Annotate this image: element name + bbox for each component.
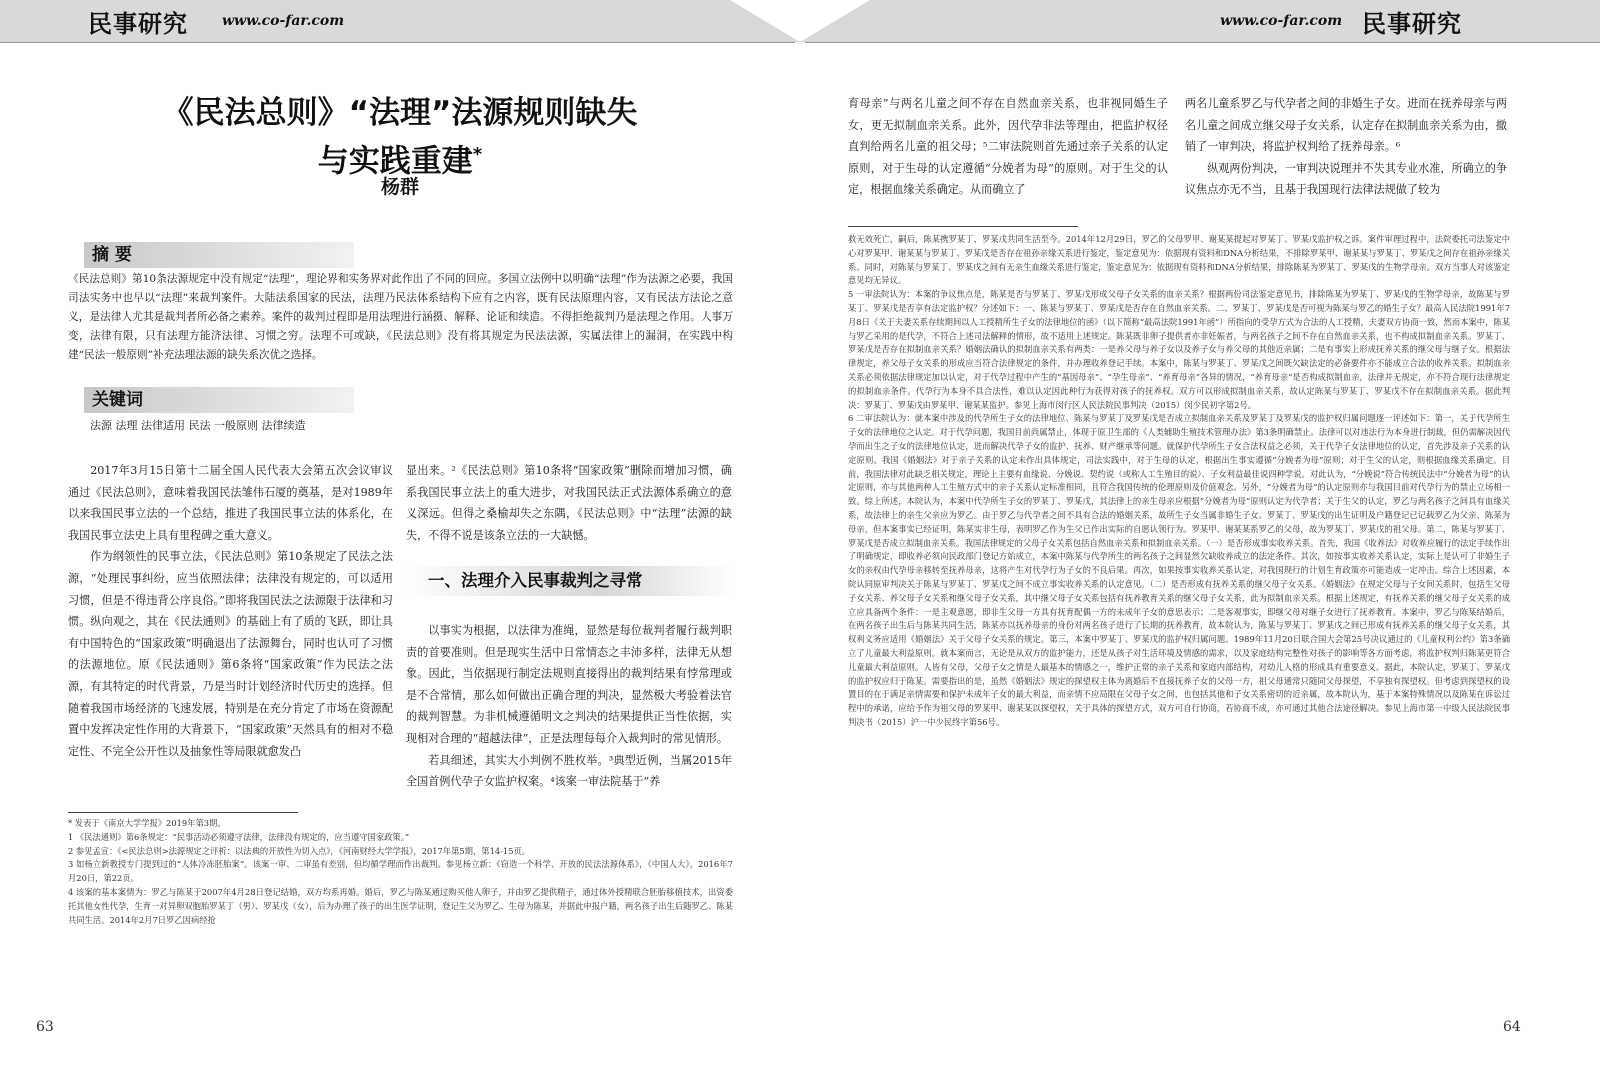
footnote: 3 如杨立新教授专门提到过的“人体冷冻胚胎案”。该案一审、二审虽有差别，但均循学理而作出裁判。参见杨立新：《窃造一个科学、开放的民法法源体系》，《中国人大》，2016年7月20日，第22页。 [68,859,733,884]
title-line-2: 与实践重建 [317,143,473,180]
body-paragraph: 显出来。²《民法总则》第10条将“国家政策”删除而增加习惯，确系我国民事立法上的重大进步，对我国民法正式法源体系确立的意义深远。但得之桑榆却失之东隅，《民法总则》中“法理”法源的缺失，不得不说是该条立法的一大缺憾。 [406,464,732,542]
page-number-right: 64 [1503,1019,1521,1035]
header-wedge [730,0,800,42]
body-paragraph: 育母亲”与两名儿童之间不存在自然血亲关系，也非视同婚生子女，更无拟制血亲关系。此外，因代孕非法等理由，把监护权径直判给两名儿童的祖父母；⁵二审法院则首先通过亲子关系的认定原则，对于生母的认定遵循“分娩者为母”的原则。对于生父的认定，根据血缘关系确定。从而确立了 [848,97,1168,197]
keywords-text: 法源 法理 法律适用 民法 一般原则 法律续造 [90,419,306,432]
right-page-header [800,0,1600,42]
footnote-rule [68,812,298,813]
article-title [60,92,740,182]
footnote: 2 参见孟宣：《<民法总则>法源规定之评析：以法典的开放性为切入点》，《河南财经大学学报》，2017年第5期，第14-15页。 [68,845,531,856]
footnote: 4 该案的基本案情为：罗乙与陈某于2007年4月28日登记结婚，双方均系再婚。婚后，罗乙与陈某通过购买他人卵子，并由罗乙提供精子，通过体外授精联合胚胎移植技术，出资委托其他女性代孕，生育一对异卵双胞胎罗某丁（男）、罗某戊（女），后为办理了孩子的出生医学证明，登记生父为罗乙、生母为陈某，并据此申报户籍，两名孩子出生后随罗乙、陈某共同生活。2014年2月7日罗乙因病经抢 [68,886,733,925]
body-column-left [68,460,393,762]
footnote: 6 二审法院认为：就本案中涉及的代孕所生子女的法律地位、陈某与罗某丁及罗某戊是否成立拟制血亲关系及罗某丁及罗某戊的监护权归属问题逐一评述如下：第一，关于代孕所生子女的法律地位之认定。对于代孕问题，我国目前尚属禁止，体现于原卫生部的《人类辅助生殖技术管理办法》第3条明确禁止。法律可以对违法行为本身进行制裁，但仍需解决因代孕而出生之子女的法律地位认定，进而解决代孕子女的监护、抚养、财产继承等问题。就保护代孕所生子女合法权益之必须，关于代孕子女法律地位的认定，首先涉及亲子关系的认定原则。我国《婚姻法》对于亲子关系的认定未作出具体规定，司法实践中，对于生母的认定，根据出生事实遵循“分娩者为母”原则；对于生父的认定，则根据血缘关系确定。目前，我国法律对此缺乏相关规定，理论上主要有血缘说、分娩说、契约说（或称人工生殖目的说）、子女利益最佳说四种学说。对此认为，“分娩说”符合传统民法中“分娩者为母”的认定原则，亦与其他两种人工生殖方式中的亲子关系认定标准相同，且符合我国传统的伦理原则及价值观念。另外，“分娩者为母”的认定原则亦与我国目前对代孕行为的禁止立场相一致。综上所述，本院认为，本案中代孕所生子女的罗某丁、罗某戊，其法律上的亲生母亲应根据“分娩者为母”原则认定为代孕者；关于生父的认定，罗乙与两名孩子之间具有血缘关系，故法律上的亲生父亲应为罗乙。由于罗乙与代孕者之间不具有合法的婚姻关系，故所生子女当属非婚生子女。罗某丁、罗某戊的出生证明及户籍登记已记载罗乙为父亲、陈某为母亲，但本案事实已经证明，陈某实非生母，表明罗乙作为生父已作出实际的自愿认领行为。罗某甲、谢某某系罗乙的父母，故为罗某丁、罗某戊的祖父母。第二，陈某与罗某丁、罗某戊是否成立拟制血亲关系。我国法律规定的父母子女关系包括自然血亲关系和拟制血亲关系。（一）是否形成事实收养关系。首先，我国《收养法》对收养应履行的法定手续作出了明确规定，即收养必须向民政部门登记方始成立，本案中陈某与代孕所生的两名孩子之间显然欠缺收养成立的法定条件。其次，如按事实收养关系认定，实际上是认可了非婚生子女的亲权由代孕母亲移转至抚养母亲，这将产生对代孕行为子女的不良后果。再次，如果按事实收养关系认定，对我国现行的计划生育政策亦可能造成一定冲击。综合上述因素，本院认同原审判决关于陈某与罗某丁、罗某戊之间不成立事实收养关系的认定意见。（二）是否形成有抚养关系的继父母子女关系。《婚姻法》在规定父母与子女间关系时，包括生父母子女关系、养父母子女关系和继父母子女关系，其中继父母子女关系包括有抚养教育关系的继父母子女关系，此为拟制血亲关系。根据上述规定，有抚养关系的继父母子女关系的成立应具备两个条件：一是主观意愿，即非生父母一方具有抚育配偶一方的未成年子女的意思表示；二是客观事实，即继父母对继子女进行了抚养教育。本案中，罗乙与陈某结婚后，在两名孩子出生后与陈某共同生活，陈某亦以抚养母亲的身份对两名孩子进行了长期的抚养教育，故本院认为，陈某与罗某丁、罗某戊之间已形成有抚养关系的继父母子女关系，其权利义务应适用《婚姻法》关于父母子女关系的规定。第三，本案中罗某丁、罗某戊的监护权归属问题。1989年11月20日联合国大会第25号决议通过的《儿童权利公约》第3条确立了儿童最大利益原则。就本案而言，无论是从双方的监护能力，还是从孩子对生活环境及情感的需求，以及家庭结构完整性对孩子的影响等各方面考虑，将监护权判归陈某更符合儿童最大利益原则。人皆有父母，父母子女之情是人最基本的情感之一，维护正常的亲子关系和家庭内部结构，对幼儿人格的形成具有重要意义。据此，本院认定，罗某丁、罗某戊的监护权应归于陈某。需要指出的是，虽然《婚姻法》规定的探望权主体为离婚后不直接抚养子女的父母一方，祖父母通常只随同父母探望，不享独有探望权。但考虑到探望权的设置目的在于满足亲情需要和保护未成年子女的最大利益，而亲情不应局限在父母子女之间，也包括其他和子女关系密切的近亲属，故本院认为，基于本案特殊情况以及陈某在诉讼过程中的承诺，应给予作为祖父母的罗某甲、谢某某以探望权，关于具体的探望方式，双方可自行协商，若协商不成，亦可通过其他合法途径解决。参见上海市第一中级人民法院民事判决书（2015）沪一中少民终字第56号。 [848,413,1510,727]
body-column-middle [406,460,732,546]
journal-name-right: 民事研究 [1362,10,1462,38]
journal-url-right: www.co-far.com [1220,13,1343,29]
footnote-rule [848,226,1078,227]
title-footnote-mark: * [472,144,483,165]
body-column-right-1 [848,93,1168,201]
header-rule [0,42,795,43]
body-paragraph: 作为纲领性的民事立法，《民法总则》第10条规定了民法之法源，“处理民事纠纷，应当依照法律；法律没有规定的，可以适用习惯，但是不得违背公序良俗。”即将我国民法之法源限于法律和习惯。纵向观之，其在《民法通则》的基础上有了质的飞跃，即让具有中国特色的“国家政策”明确退出了法源舞台，同时也认可了习惯的法源地位。原《民法通则》第6条将“国家政策”作为民法之法源，有其特定的时代背景，乃是当时计划经济时代历史的选择。但随着我国市场经济的飞速发展，特别是在充分肯定了市场在资源配置中发挥决定性作用的大背景下，“国家政策”天然具有的相对不稳定性、不完全公开性以及抽象性等局限就愈发凸 [68,550,393,758]
journal-name-left: 民事研究 [88,10,188,38]
footnotes-left [68,817,733,927]
journal-url-left: www.co-far.com [222,13,345,29]
footnote: 5 一审法院认为：本案的争议焦点是，陈某是否与罗某丁、罗某戊形成父母子女关系的血亲关系？根据两份司法鉴定意见书，排除陈某为罗某丁、罗某戊的生物学母亲，故陈某与罗某丁、罗某戊是否享有法定监护权？分述如下：一、陈某与罗某丁、罗某戊是否存在自然血亲关系。二、罗某丁、罗某戊是否可视为陈某与罗乙的婚生子女？最高人民法院1991年7月8日《关于夫妻关系存续期间以人工授精所生子女的法律地位的函》（以下简称“最高法院1991年函”）所指向的受孕方式为合法的人工授精，夫妻双方协商一致，然而本案中，陈某与罗乙采用的是代孕，不符合上述司法解释的情形，故不适用上述规定。陈某既非卵子提供者亦非妊娠者，与两名孩子之间不存在自然血亲关系，也不构成拟制血亲关系。罗某丁、罗某戊是否存在拟制血亲关系？婚姻法确认的拟制血亲关系有两类：一是养父母与养子女以及养子女与养父母的其他近亲属；二是有事实上形成抚养关系的继父母与继子女。根据法律规定，养父母子女关系的形成应当符合法律规定的条件，并办理收养登记手续。本案中，陈某与罗某丁、罗某戊之间既欠缺法定的必备要件亦不能成立合法的收养关系。拟制血亲关系必须依据法律规定加以认定，对于代孕过程中产生的“基因母亲”、“孕生母亲”、“养育母亲”各异的情况，“养育母亲”是否构成拟制血亲，法律并无规定，亦不符合现行法律规定的拟制血亲条件。代孕行为本身不具合法性，难以认定因此种行为获得对孩子的抚养权。双方可以形成拟制血亲关系，故认定陈某与罗某丁、罗某戊不存在拟制血亲关系。据此判决：罗某丁、罗某戊由罗某甲、谢某某监护。参见上海市闵行区人民法院民事判决（2015）闵少民初字第2号。 [848,289,1510,410]
author-name: 杨群 [380,176,419,198]
body-paragraph: 若具细述，其实大小判例不胜枚举。³典型近例，当属2015年全国首例代孕子女监护权案。⁴该案一审法院基于“养 [406,753,732,789]
body-paragraph: 纵观两份判决，一审判决说理并不失其专业水准，所确立的争议焦点亦无不当，且基于我国现行法律法规做了较为 [1185,161,1507,197]
body-paragraph: 两名儿童系罗乙与代孕者之间的非婚生子女。进而在抚养母亲与两名儿童之间成立继父母子女关系，认定存在拟制血亲关系为由，撤销了一审判决，将监护权判给了抚养母亲。⁶ [1185,97,1507,154]
keywords-label: 关键词 [84,387,354,413]
footnote: 救无效死亡，嗣后，陈某携罗某丁、罗某戊共同生活至今。2014年12月29日，罗乙的父母罗甲、谢某某提起对罗某丁、罗某戊监护权之诉。案件审理过程中，法院委托司法鉴定中心对罗某甲、谢某某与罗某丁、罗某戊是否存在祖孙亲缘关系进行鉴定，鉴定意见为：依据现有资料和DNA分析结果，不排除罗某甲、谢某某与罗某丁、罗某戊之间存在祖孙亲缘关系。同时，对陈某与罗某丁、罗某戊之间有无亲生血缘关系进行鉴定，鉴定意见为：依据现有资料和DNA分析结果，排除陈某为罗某丁、罗某戊的生物学母亲。双方当事人对该鉴定意见均无异议。 [848,234,1510,286]
footnote: * 发表于《南京大学学报》2019年第3期。 [68,818,226,828]
abstract-text: 《民法总则》第10条法源规定中没有规定“法理”，理论界和实务界对此作出了不同的回应。多国立法例中以明确“法理”作为法源之必要，我国司法实务中也早以“法理”来裁判案件。大陆法系国家的民法，法理乃民法体系结构下应有之内容，既有民法原理内容，又有民法方法论之意义，是法律人尤其是裁判者所必备之素养。案件的裁判过程即是用法理进行涵摄、解释、论证和续造。不得拒绝裁判乃是法理之作用。人事万变，法律有限，只有法理方能济法律、习惯之穷。法理不可或缺，《民法总则》没有将其规定为民法法源，实属法律上的漏洞，在实践中构建“民法一般原则”补充法理法源的缺失系次优之选择。 [68,273,733,361]
body-column-middle-lower [406,620,732,793]
title-line-1: 《民法总则》“法理”法源规则缺失 [162,95,638,131]
body-column-right-2 [1185,93,1507,201]
body-paragraph: 以事实为根据，以法律为准绳，显然是每位裁判者履行裁判职责的首要准则。但是现实生活中日常情态之丰沛多样，法律无从想象。因此，当依据现行制定法规则直接得出的裁判结果有悖常理或是不合常情，那么如何做出正确合理的判决，显然极大考验着法官的裁判智慧。为非机械遵循明文之判决的结果提供正当性依据，实现相对合理的“超越法律”，正是法理每每介入裁判时的常见情形。 [406,624,732,745]
abstract-label: 摘 要 [84,242,354,268]
section-heading: 一、法理介入民事裁判之寻常 [406,566,732,596]
header-wedge [800,0,870,42]
body-paragraph: 2017年3月15日第十二届全国人民代表大会第五次会议审议通过《民法总则》，意味着我国民法雏伟石厦的奠基，是对1989年以来我国民事立法的一个总结，推进了我国民事立法的体系化，在我国民事立法史上具有里程碑之重大意义。 [68,464,393,542]
footnote: 1 《民法通则》第6条规定：“民事活动必须遵守法律，法律没有规定的，应当遵守国家政策。” [68,831,410,842]
footnotes-right [848,233,1510,730]
page-number-left: 63 [36,1019,54,1035]
header-rule [805,42,1600,43]
